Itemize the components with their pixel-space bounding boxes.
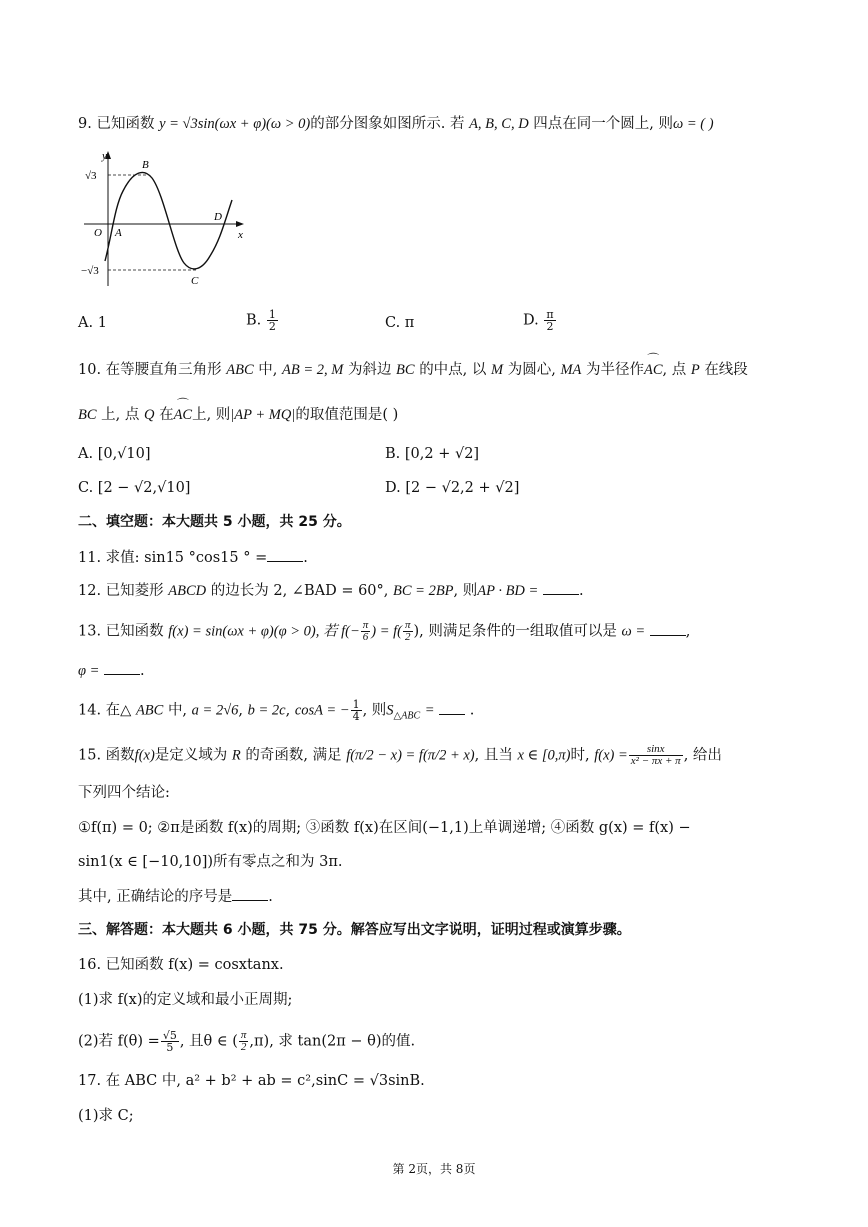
origin-label: O (94, 227, 102, 239)
y-axis-label: y (102, 150, 107, 162)
q16-line3: (2)若 f(θ) = $\frac{√5}{5}$ , 且θ ∈ ( $\frac{\pi}{2}$ ,π), 求 tan(2π − θ)的值. (78, 1029, 416, 1054)
q13-line1: 13. 已知函数 f(x) = sin(ωx + φ)(φ > 0), 若 f(− $\frac{\pi}{6}$ ) = f( $\frac{\pi}{2}$ ), 则满足条件的一组取值可以是 ω = , (78, 619, 691, 643)
q9-option-b: B. $\frac{1}{2}$ (246, 308, 276, 333)
arc-ac-2: ⌒ AC (174, 405, 193, 425)
q14: 14. 在△ ABC 中, a = 2√6, b = 2c, cosA = − $\frac{1}{4}$ , 则$S_{\triangle ABC}$ = . (78, 698, 475, 723)
q10-option-b: B. [0,2 + √2] (385, 446, 480, 462)
point-b-label: B (142, 159, 149, 171)
q13-phi-blank (104, 660, 140, 675)
q9-points: A, B, C, D (469, 116, 529, 132)
q12: 12. 已知菱形 ABCD 的边长为 2, ∠BAD = 60°, BC = 2BP, 则AP · BD = . (78, 580, 584, 601)
q9-text-c: 四点在同一个圆上, 则 (533, 116, 673, 132)
q16-line1: 16. 已知函数 f(x) = cosxtanx. (78, 957, 284, 973)
q13-omega-blank (650, 621, 686, 636)
q15-line4: sin1(x ∈ [−10,10])所有零点之和为 3π. (78, 854, 343, 870)
q14-blank (439, 700, 465, 715)
q9-ask: ω = ( ) (673, 116, 714, 132)
q16-line2: (1)求 f(x)的定义域和最小正周期; (78, 992, 293, 1008)
q15-line1: 15. 函数f(x)是定义域为 R 的奇函数, 满足 f(π/2 − x) = f(π/2 + x), 且当 x ∈ [0,π)时, f(x) = $\frac{\sin x}{\text{x² − πx + π}}$ , 给出 (78, 743, 722, 767)
q11: 11. 求值: sin15 °cos15 ° = . (78, 547, 308, 568)
q9-option-d: D. $\frac{\pi}{2}$ (523, 308, 554, 333)
q10-option-a: A. [0,√10] (78, 446, 151, 462)
q10-line2: BC 上, 点 Q 在⌒ AC上, 则|AP + MQ|的取值范围是( ) (78, 405, 398, 425)
vector-relation: BC = 2BP (393, 583, 454, 599)
y-bottom-label: −√3 (81, 265, 99, 277)
q15-line3: ①f(π) = 0; ②π是函数 f(x)的周期; ③函数 f(x)在区间(−1,1)上单调递增; ④函数 g(x) = f(x) − (78, 820, 691, 836)
q10-option-c: C. [2 − √2,√10] (78, 480, 191, 496)
q11-blank (267, 547, 303, 562)
q9-function: y = √3sin(ωx + φ)(ω > 0) (159, 116, 311, 132)
x-axis-label: x (238, 229, 243, 241)
page-footer: 第 2页，共 8页 (392, 1162, 476, 1176)
q9-option-c: C. π (385, 315, 415, 331)
dot-product: AP · BD = (477, 583, 539, 599)
section-2-heading: 二、填空题：本大题共 5 小题，共 25 分。 (78, 514, 351, 530)
q9-graph (78, 146, 258, 291)
q12-blank (543, 580, 579, 595)
q9-stem (78, 114, 714, 134)
q10-option-d: D. [2 − √2,2 + √2] (385, 480, 520, 496)
q13-line2: φ = . (78, 660, 145, 681)
q10-line1: 10. 在等腰直角三角形 ABC 中, AB = 2, M 为斜边 BC 的中点, 以 M 为圆心, MA 为半径作⌒ AC, 点 P 在线段 (78, 360, 748, 380)
q9-text-a: 已知函数 (96, 116, 155, 132)
sine-curve (105, 172, 232, 268)
q9-option-a: A. 1 (78, 315, 107, 331)
x-axis-arrow (236, 221, 244, 227)
q15-blank (232, 886, 268, 901)
q17-line2: (1)求 C; (78, 1108, 134, 1124)
q9-number: 9. (78, 116, 92, 132)
q17-line1: 17. 在 ABC 中, a² + b² + ab = c²,sinC = √3sinB. (78, 1073, 425, 1089)
vector-sum-magnitude: |AP + MQ| (230, 407, 296, 423)
y-top-label: √3 (85, 170, 97, 182)
q15-line2: 下列四个结论: (78, 785, 170, 801)
point-a-label: A (115, 227, 122, 239)
point-c-label: C (191, 275, 199, 287)
q15-line5: 其中, 正确结论的序号是 . (78, 886, 273, 907)
point-d-label: D (214, 211, 222, 223)
section-3-heading: 三、解答题：本大题共 6 小题，共 75 分。解答应写出文字说明，证明过程或演算步骤。 (78, 922, 631, 938)
arc-ac: ⌒ AC (644, 360, 663, 380)
q9-text-b: 的部分图象如图所示. 若 (310, 116, 465, 132)
